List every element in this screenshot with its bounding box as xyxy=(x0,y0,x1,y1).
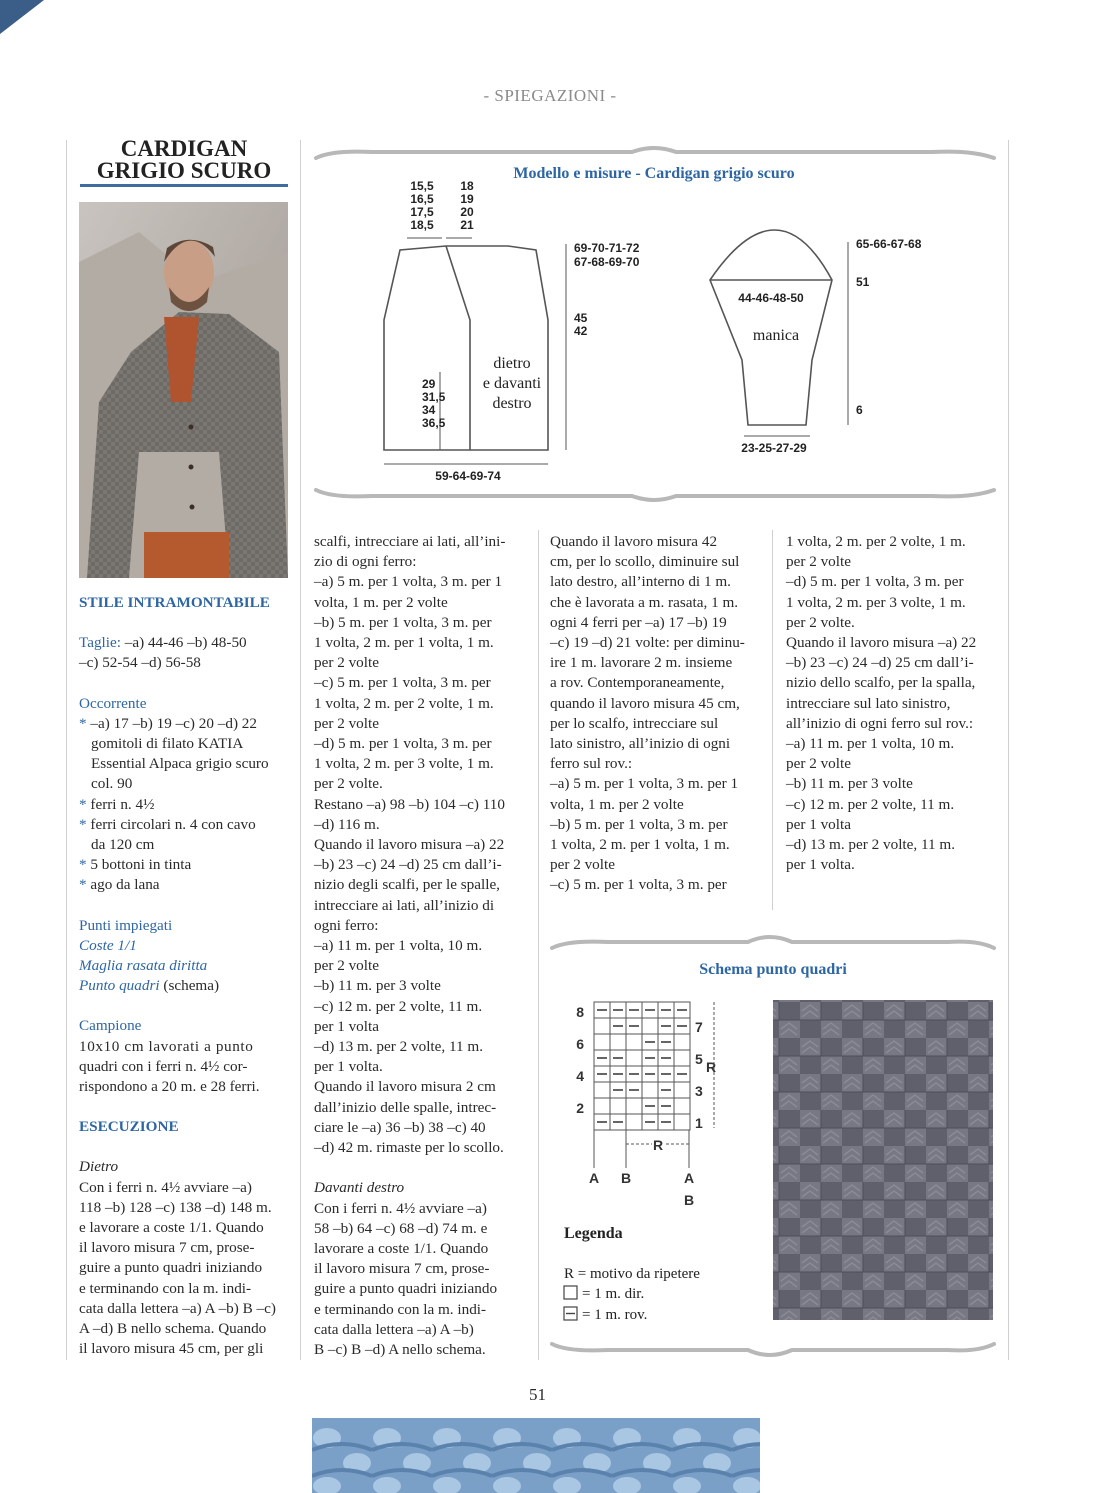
text-line: 1 volta, 2 m. per 1 volta, 1 m. xyxy=(314,634,494,652)
stitch-swatch-photo xyxy=(773,1000,993,1320)
text-line: –b) 23 –c) 24 –d) 25 cm dall’i- xyxy=(314,856,502,874)
chart-cell xyxy=(642,1018,658,1034)
diagram-frame-top xyxy=(316,148,994,158)
text-line: –c) 19 –d) 21 volte: per diminu- xyxy=(550,634,745,652)
text-line: –b) 5 m. per 1 volta, 3 m. per xyxy=(314,613,492,631)
row-number: 2 xyxy=(576,1100,584,1116)
start-label: B xyxy=(620,1170,632,1186)
text-line: per 2 volte xyxy=(314,957,379,975)
text-line: ogni 4 ferri per –a) 17 –b) 19 xyxy=(550,613,727,631)
column-divider xyxy=(772,530,773,910)
text-line: dall’inizio delle spalle, intrec- xyxy=(314,1098,497,1116)
title-underline xyxy=(80,184,288,187)
sleeve-label: manica xyxy=(752,327,800,344)
text-line: 58 –b) 64 –c) 68 –d) 74 m. e xyxy=(314,1219,488,1237)
dietro-text xyxy=(79,1178,290,1360)
chart-cell xyxy=(674,1098,690,1114)
chart-cell xyxy=(626,1050,642,1066)
corner-decoration xyxy=(0,0,44,40)
col3-text xyxy=(550,532,761,896)
text-line: 1 volta, 2 m. per 3 volte, 1 m. xyxy=(314,755,494,773)
text-line: –d) 5 m. per 1 volta, 3 m. per xyxy=(786,573,964,591)
text-line: intrecciare sul lato sinistro, xyxy=(786,694,951,712)
model-photo xyxy=(79,202,288,578)
legend-knit: = 1 m. dir. xyxy=(582,1286,645,1302)
text-line: –c) 5 m. per 1 volta, 3 m. per xyxy=(314,674,491,692)
text-line: volta, 1 m. per 2 volte xyxy=(314,593,448,611)
svg-text:19: 19 xyxy=(460,192,474,206)
text-line: ciare le –a) 36 –b) 38 –c) 40 xyxy=(314,1118,486,1136)
text-line: Quando il lavoro misura 2 cm xyxy=(314,1078,496,1096)
text-line: per 2 volte. xyxy=(786,613,855,631)
text-line: –a) 5 m. per 1 volta, 3 m. per 1 xyxy=(314,573,503,591)
text-line: per 2 volte xyxy=(550,856,615,874)
text-line: lato destro, all’interno di 1 m. xyxy=(550,573,731,591)
chart-cell xyxy=(594,1018,610,1034)
svg-text:20: 20 xyxy=(460,205,474,219)
text-line: B –c) B –d) A nello schema. xyxy=(314,1340,486,1358)
dietro-heading: Dietro xyxy=(79,1158,119,1176)
sleeve-length-measure: 51 xyxy=(856,275,870,289)
neck-measures xyxy=(460,179,474,232)
page-number: 51 xyxy=(529,1385,546,1404)
text-line: Quando il lavoro misura –a) 22 xyxy=(314,836,505,854)
legend-purl: = 1 m. rov. xyxy=(582,1307,648,1323)
column-1: STILE INTRAMONTABILE Taglie: –a) 44-46 –b) 48-50 –c) 52-54 –d) 56-58 Occorrente * –a) 17 –b) 19 –c) 20 –d) 22 gomitoli di filato KATIA Essential Alpaca grigio scuro col. 90 * ferri n. 4½ * ferri circolari n. 4 con cavo da 120 cm * 5 bottoni in tinta * ago da lana Punti impiegati Coste 1/1 Maglia rasata diritta Punto quadri (schema) Campione 10x10 cm lavorati a punto quadri con i ferri n. 4½ cor- rispondono a 20 m. e 28 ferri. ESECUZIONE Dietro Con i ferri n. 4½ avviare –a) 118 –b) 128 –c) 138 –d) 148 m. e lavorare a coste 1/1. Quando il lavoro misura 7 cm, prose- guire a punto quadri iniziando e terminando con la m. indi- cata dalla lettera –a) A –b) B –c) A –d) B nello schema. Quando il lavoro misura 45 cm, per gli xyxy=(79,593,290,1360)
occorrente-heading: Occorrente xyxy=(79,694,147,712)
column-divider xyxy=(300,140,301,1360)
esecuzione-heading: ESECUZIONE xyxy=(79,1118,179,1136)
diagram-frame-bottom xyxy=(316,490,994,500)
text-line: che è lavorata a m. rasata, 1 m. xyxy=(550,593,739,611)
text-line: zio di ogni ferro: xyxy=(314,553,417,571)
text-line: –c) 12 m. per 2 volte, 11 m. xyxy=(786,795,955,813)
svg-text:16,5: 16,5 xyxy=(410,192,434,206)
text-line: –c) 5 m. per 1 volta, 3 m. per xyxy=(550,876,727,894)
text-line: –d) 13 m. per 2 volte, 11 m. xyxy=(786,836,956,854)
row-number: 8 xyxy=(576,1004,584,1020)
page-header: - SPIEGAZIONI - xyxy=(483,86,617,105)
stitch-grid xyxy=(594,1002,690,1130)
text-line: nizio dello scalfo, per la spalla, xyxy=(786,674,976,692)
chart-cell xyxy=(674,1114,690,1130)
text-line: nizio degli scalfi, per le spalle, xyxy=(314,876,500,894)
text-line: cata dalla lettera –a) A –b) B –c) xyxy=(79,1299,276,1317)
width-measure: 59-64-69-74 xyxy=(435,469,501,483)
text-line: per 1 volta xyxy=(786,815,851,833)
legend-title: Legenda xyxy=(564,1225,623,1242)
section-heading: STILE INTRAMONTABILE xyxy=(79,594,270,611)
row-number: 6 xyxy=(576,1036,584,1052)
text-line: –b) 11 m. per 3 volte xyxy=(786,775,913,793)
text-line: scalfi, intrecciare ai lati, all’ini- xyxy=(314,533,506,550)
text-line: Con i ferri n. 4½ avviare –a) xyxy=(79,1178,252,1196)
text-line: –d) 42 m. rimaste per lo scollo. xyxy=(314,1139,504,1157)
svg-text:17,5: 17,5 xyxy=(410,205,434,219)
text-line: il lavoro misura 7 cm, prose- xyxy=(314,1260,490,1278)
repeat-marker: R xyxy=(652,1137,664,1153)
cuff-measure: 23-25-27-29 xyxy=(741,441,807,455)
text-line: per 2 volte xyxy=(786,755,851,773)
body-label: dietro xyxy=(493,355,531,372)
diagram-title: Modello e misure - Cardigan grigio scuro xyxy=(513,165,795,182)
text-line: ire 1 m. lavorare 2 m. insieme xyxy=(550,654,733,672)
article-title: CARDIGAN GRIGIO SCURO xyxy=(96,136,272,183)
chart-frame-bottom xyxy=(552,1344,994,1355)
taglie-label: Taglie: xyxy=(79,634,121,652)
text-line: il lavoro misura 45 cm, per gli xyxy=(79,1340,264,1358)
svg-text:18: 18 xyxy=(460,179,474,193)
text-line: per 2 volte xyxy=(314,714,379,732)
chart-cell xyxy=(674,1050,690,1066)
row-number: 7 xyxy=(695,1019,703,1035)
svg-text:21: 21 xyxy=(460,218,474,232)
end-label: A xyxy=(683,1170,695,1186)
chart-cell xyxy=(610,1098,626,1114)
sleeve-top-measure: 65-66-67-68 xyxy=(856,237,922,251)
length-measure: 69-70-71-72 xyxy=(574,241,640,255)
row-number: 1 xyxy=(695,1115,703,1131)
body-outline xyxy=(384,246,548,450)
text-line: e lavorare a coste 1/1. Quando xyxy=(79,1219,264,1237)
row-number: 3 xyxy=(695,1083,703,1099)
text-line: –b) 11 m. per 3 volte xyxy=(314,977,441,995)
chart-cell xyxy=(642,1082,658,1098)
text-line: volta, 1 m. per 2 volte xyxy=(550,795,684,813)
end-label: B xyxy=(683,1192,695,1208)
svg-text:31,5: 31,5 xyxy=(422,390,446,404)
chart-title: Schema punto quadri xyxy=(699,961,847,978)
davanti-text xyxy=(314,1199,525,1361)
text-line: e terminando con la m. indi- xyxy=(79,1279,252,1297)
text-line: cata dalla lettera –a) A –b) xyxy=(314,1320,474,1338)
text-line: lato sinistro, all’inizio di ogni xyxy=(550,735,731,753)
text-line: –c) 12 m. per 2 volte, 11 m. xyxy=(314,997,483,1015)
text-line: 1 volta, 2 m. per 1 volta, 1 m. xyxy=(550,836,730,854)
col2-text xyxy=(314,532,525,1158)
chart-cell xyxy=(594,1082,610,1098)
column-divider xyxy=(1008,140,1009,1360)
svg-text:36,5: 36,5 xyxy=(422,416,446,430)
row-number: 5 xyxy=(695,1051,703,1067)
chart-cell xyxy=(594,1034,610,1050)
text-line: Quando il lavoro misura 42 xyxy=(550,533,718,550)
text-line: Quando il lavoro misura –a) 22 xyxy=(786,634,977,652)
cuff-height-measure: 6 xyxy=(856,403,863,417)
text-line: guire a punto quadri iniziando xyxy=(79,1259,263,1277)
text-line: per 2 volte xyxy=(314,654,379,672)
legend-repeat: R = motivo da ripetere xyxy=(564,1266,700,1282)
punti-heading: Punti impiegati xyxy=(79,916,173,934)
text-line: intrecciare ai lati, all’inizio di xyxy=(314,896,495,914)
text-line: –a) 11 m. per 1 volta, 10 m. xyxy=(314,937,483,955)
knit-symbol-icon xyxy=(564,1286,577,1299)
text-line: –d) 5 m. per 1 volta, 3 m. per xyxy=(314,735,492,753)
measurements-diagram xyxy=(312,140,998,506)
column-divider xyxy=(538,530,539,1360)
start-label: A xyxy=(588,1170,600,1186)
column-4 xyxy=(786,532,998,875)
chart-cell xyxy=(626,1034,642,1050)
campione-heading: Campione xyxy=(79,1017,142,1035)
text-line: 118 –b) 128 –c) 138 –d) 148 m. xyxy=(79,1198,272,1216)
body-label: e davanti xyxy=(482,375,542,392)
chart-cell xyxy=(674,1034,690,1050)
repeat-marker: R xyxy=(706,1059,717,1075)
davanti-heading: Davanti destro xyxy=(314,1179,405,1197)
column-divider xyxy=(66,140,67,1360)
text-line: Con i ferri n. 4½ avviare –a) xyxy=(314,1199,487,1217)
column-3 xyxy=(550,532,761,896)
text-line: per lo scalfo, intrecciare sul xyxy=(550,714,719,732)
text-line: A –d) B nello schema. Quando xyxy=(79,1320,267,1338)
text-line: a rov. Contemporaneamente, xyxy=(550,674,725,692)
text-line: 1 volta, 2 m. per 2 volte, 1 m. xyxy=(786,533,966,550)
text-line: guire a punto quadri iniziando xyxy=(314,1280,498,1298)
col4-text xyxy=(786,532,998,875)
sleeve-width-measure: 44-46-48-50 xyxy=(738,291,804,305)
text-line: 1 volta, 2 m. per 2 volte, 1 m. xyxy=(314,694,494,712)
shoulder-measures xyxy=(410,179,434,232)
stitch-chart-panel xyxy=(548,930,998,1362)
text-line: per 2 volte xyxy=(786,553,851,571)
length-measure: 67-68-69-70 xyxy=(574,255,640,269)
text-line: ferro sul rov.: xyxy=(550,755,633,773)
text-line: –b) 23 –c) 24 –d) 25 cm dall’i- xyxy=(786,654,974,672)
svg-text:34: 34 xyxy=(422,403,436,417)
body-label: destro xyxy=(492,395,532,412)
text-line: quando il lavoro misura 45 cm, xyxy=(550,694,740,712)
footer-knit-image xyxy=(312,1418,760,1493)
text-line: 1 volta, 2 m. per 3 volte, 1 m. xyxy=(786,593,966,611)
text-line: per 1 volta xyxy=(314,1017,379,1035)
armhole-measure: 45 xyxy=(574,311,588,325)
text-line: –b) 5 m. per 1 volta, 3 m. per xyxy=(550,815,728,833)
armhole-measure: 42 xyxy=(574,324,588,338)
chart-cell xyxy=(674,1082,690,1098)
svg-text:15,5: 15,5 xyxy=(410,179,434,193)
text-line: –a) 11 m. per 1 volta, 10 m. xyxy=(786,735,955,753)
text-line: –a) 5 m. per 1 volta, 3 m. per 1 xyxy=(550,775,739,793)
text-line: –d) 116 m. xyxy=(314,815,380,833)
text-line: ogni ferro: xyxy=(314,916,379,934)
column-2 xyxy=(314,532,525,1360)
body-side-measures xyxy=(422,377,446,430)
text-line: all’inizio di ogni ferro sul rov.: xyxy=(786,714,974,732)
text-line: Restano –a) 98 –b) 104 –c) 110 xyxy=(314,795,505,813)
chart-cell xyxy=(626,1098,642,1114)
text-line: e terminando con la m. indi- xyxy=(314,1300,487,1318)
svg-text:18,5: 18,5 xyxy=(410,218,434,232)
text-line: per 2 volte. xyxy=(314,775,383,793)
svg-text:29: 29 xyxy=(422,377,436,391)
text-line: il lavoro misura 7 cm, prose- xyxy=(79,1239,255,1257)
chart-cell xyxy=(594,1098,610,1114)
chart-cell xyxy=(626,1114,642,1130)
text-line: per 1 volta. xyxy=(786,856,855,874)
text-line: per 1 volta. xyxy=(314,1058,383,1076)
text-line: cm, per lo scollo, diminuire sul xyxy=(550,553,740,571)
chart-cell xyxy=(610,1034,626,1050)
chart-frame-top xyxy=(552,937,994,948)
text-line: –d) 13 m. per 2 volte, 11 m. xyxy=(314,1038,484,1056)
row-number: 4 xyxy=(576,1068,584,1084)
text-line: lavorare a coste 1/1. Quando xyxy=(314,1239,489,1257)
